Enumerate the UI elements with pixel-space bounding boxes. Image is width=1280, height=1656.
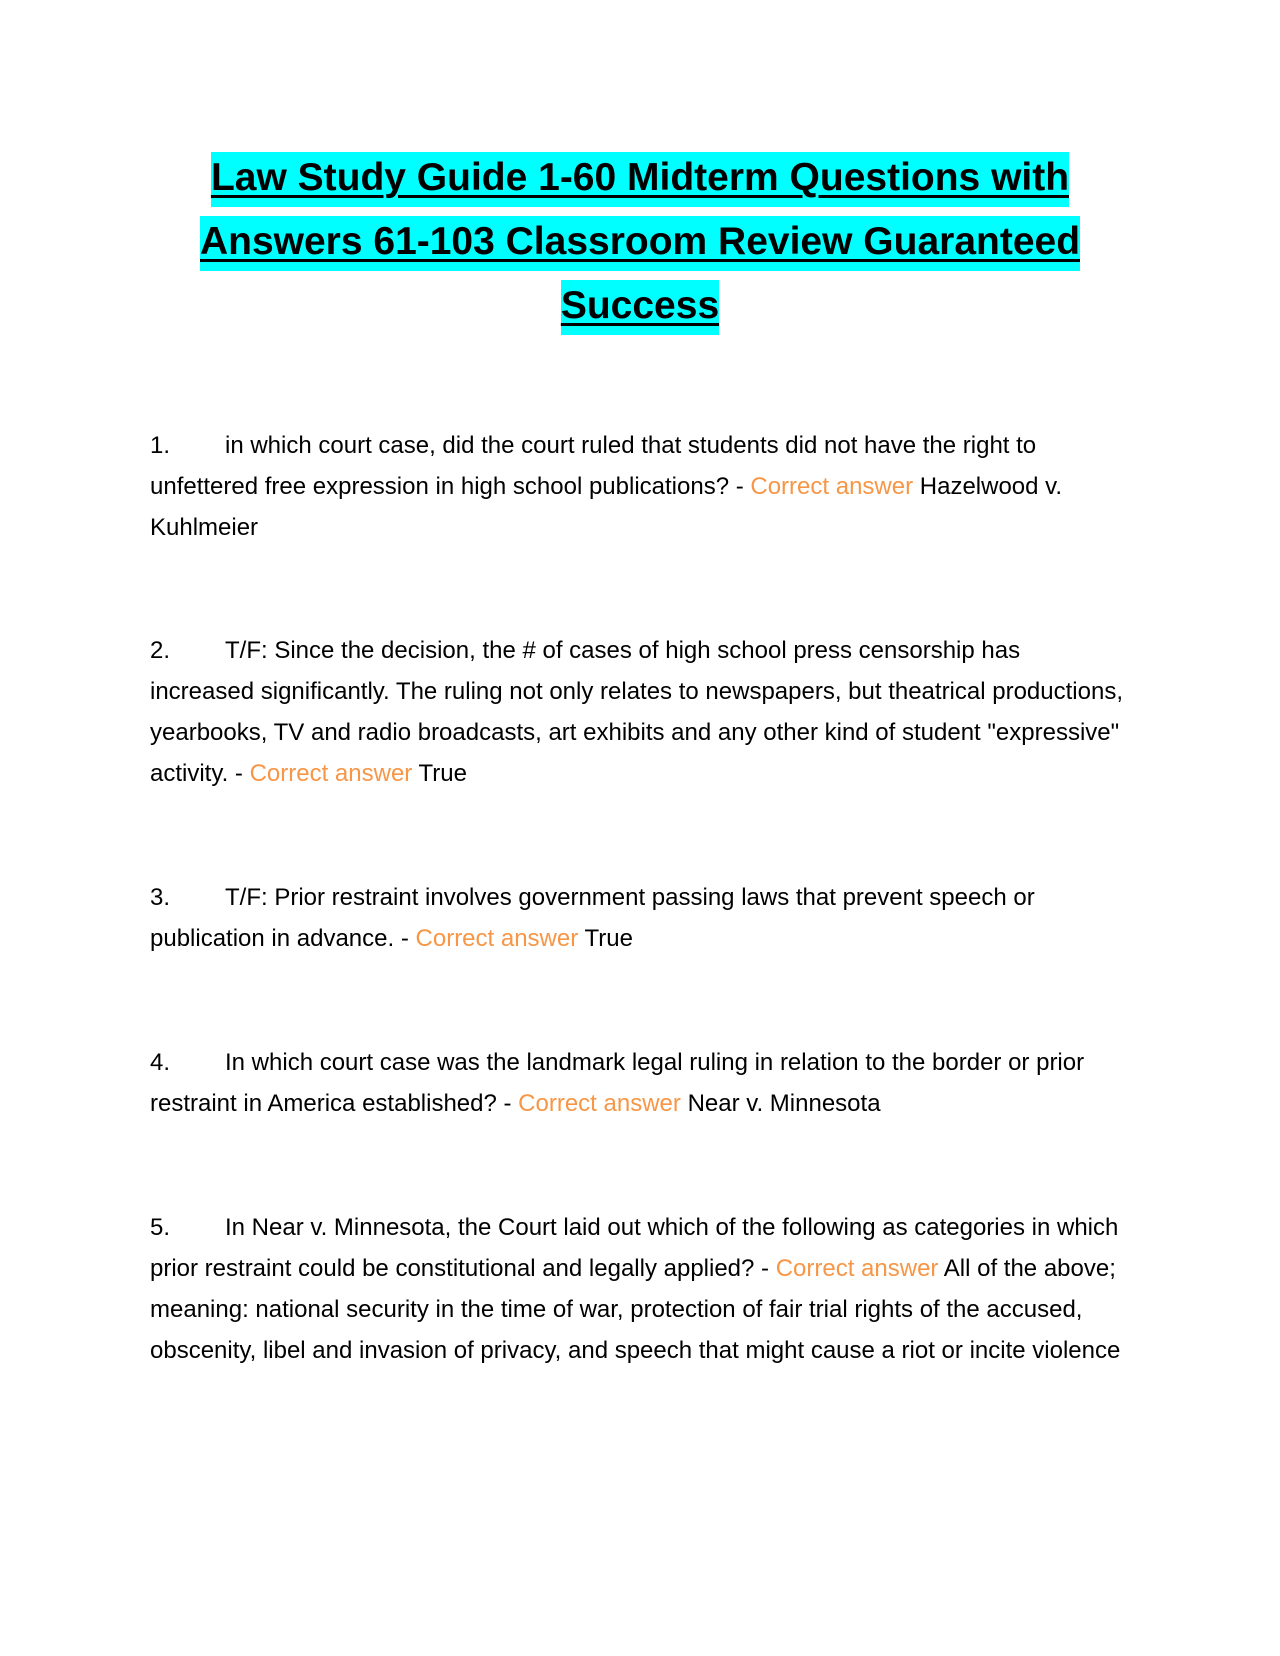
question-number: 5. xyxy=(150,1214,171,1241)
correct-answer-label: Correct answer xyxy=(249,760,413,787)
page-title-text: Law Study Guide 1-60 Midterm Questions with Answers 61-103 Classroom Review Guaranteed Success xyxy=(200,152,1080,335)
question-text: in which court case, did the court ruled that students did not have the right to unfettered free expression in high school publications? - xyxy=(150,432,1037,500)
answer-text: Hazelwood v. Kuhlmeier xyxy=(150,473,1063,541)
question-item-3 xyxy=(150,877,1130,959)
question-item-4 xyxy=(150,1042,1130,1124)
correct-answer-label: Correct answer xyxy=(775,1255,939,1282)
question-text: In Near v. Minnesota, the Court laid out which of the following as categories in which prior restraint could be constitutional and legally applied? - xyxy=(150,1214,1119,1282)
answer-text: True xyxy=(584,925,633,952)
answer-text: All of the above; meaning: national security in the time of war, protection of fair trial rights of the accused, obscenity, libel and invasion of privacy, and speech that might cause a riot or incite violence xyxy=(150,1255,1121,1364)
question-number: 2. xyxy=(150,637,171,664)
correct-answer-label: Correct answer xyxy=(518,1090,681,1117)
page-title xyxy=(150,146,1130,338)
question-item-2 xyxy=(150,630,1130,794)
correct-answer-label: Correct answer xyxy=(750,473,914,500)
question-number: 1. xyxy=(150,432,171,459)
question-text: In which court case was the landmark legal ruling in relation to the border or prior restraint in America established? - xyxy=(150,1049,1085,1117)
answer-text: True xyxy=(418,760,467,787)
question-number: 4. xyxy=(150,1049,171,1076)
question-text: T/F: Since the decision, the # of cases of high school press censorship has increased significantly. The ruling not only relates to newspapers, but theatrical productions, yearbooks, TV and radio broadcasts, art exhibits and any other kind of student "expressive" activity. - xyxy=(150,637,1123,787)
question-number: 3. xyxy=(150,884,171,911)
question-text: T/F: Prior restraint involves government passing laws that prevent speech or publication in advance. - xyxy=(150,884,1035,952)
correct-answer-label: Correct answer xyxy=(415,925,579,952)
answer-text: Near v. Minnesota xyxy=(687,1090,881,1117)
question-item-5 xyxy=(150,1207,1130,1371)
question-item-1 xyxy=(150,425,1130,548)
